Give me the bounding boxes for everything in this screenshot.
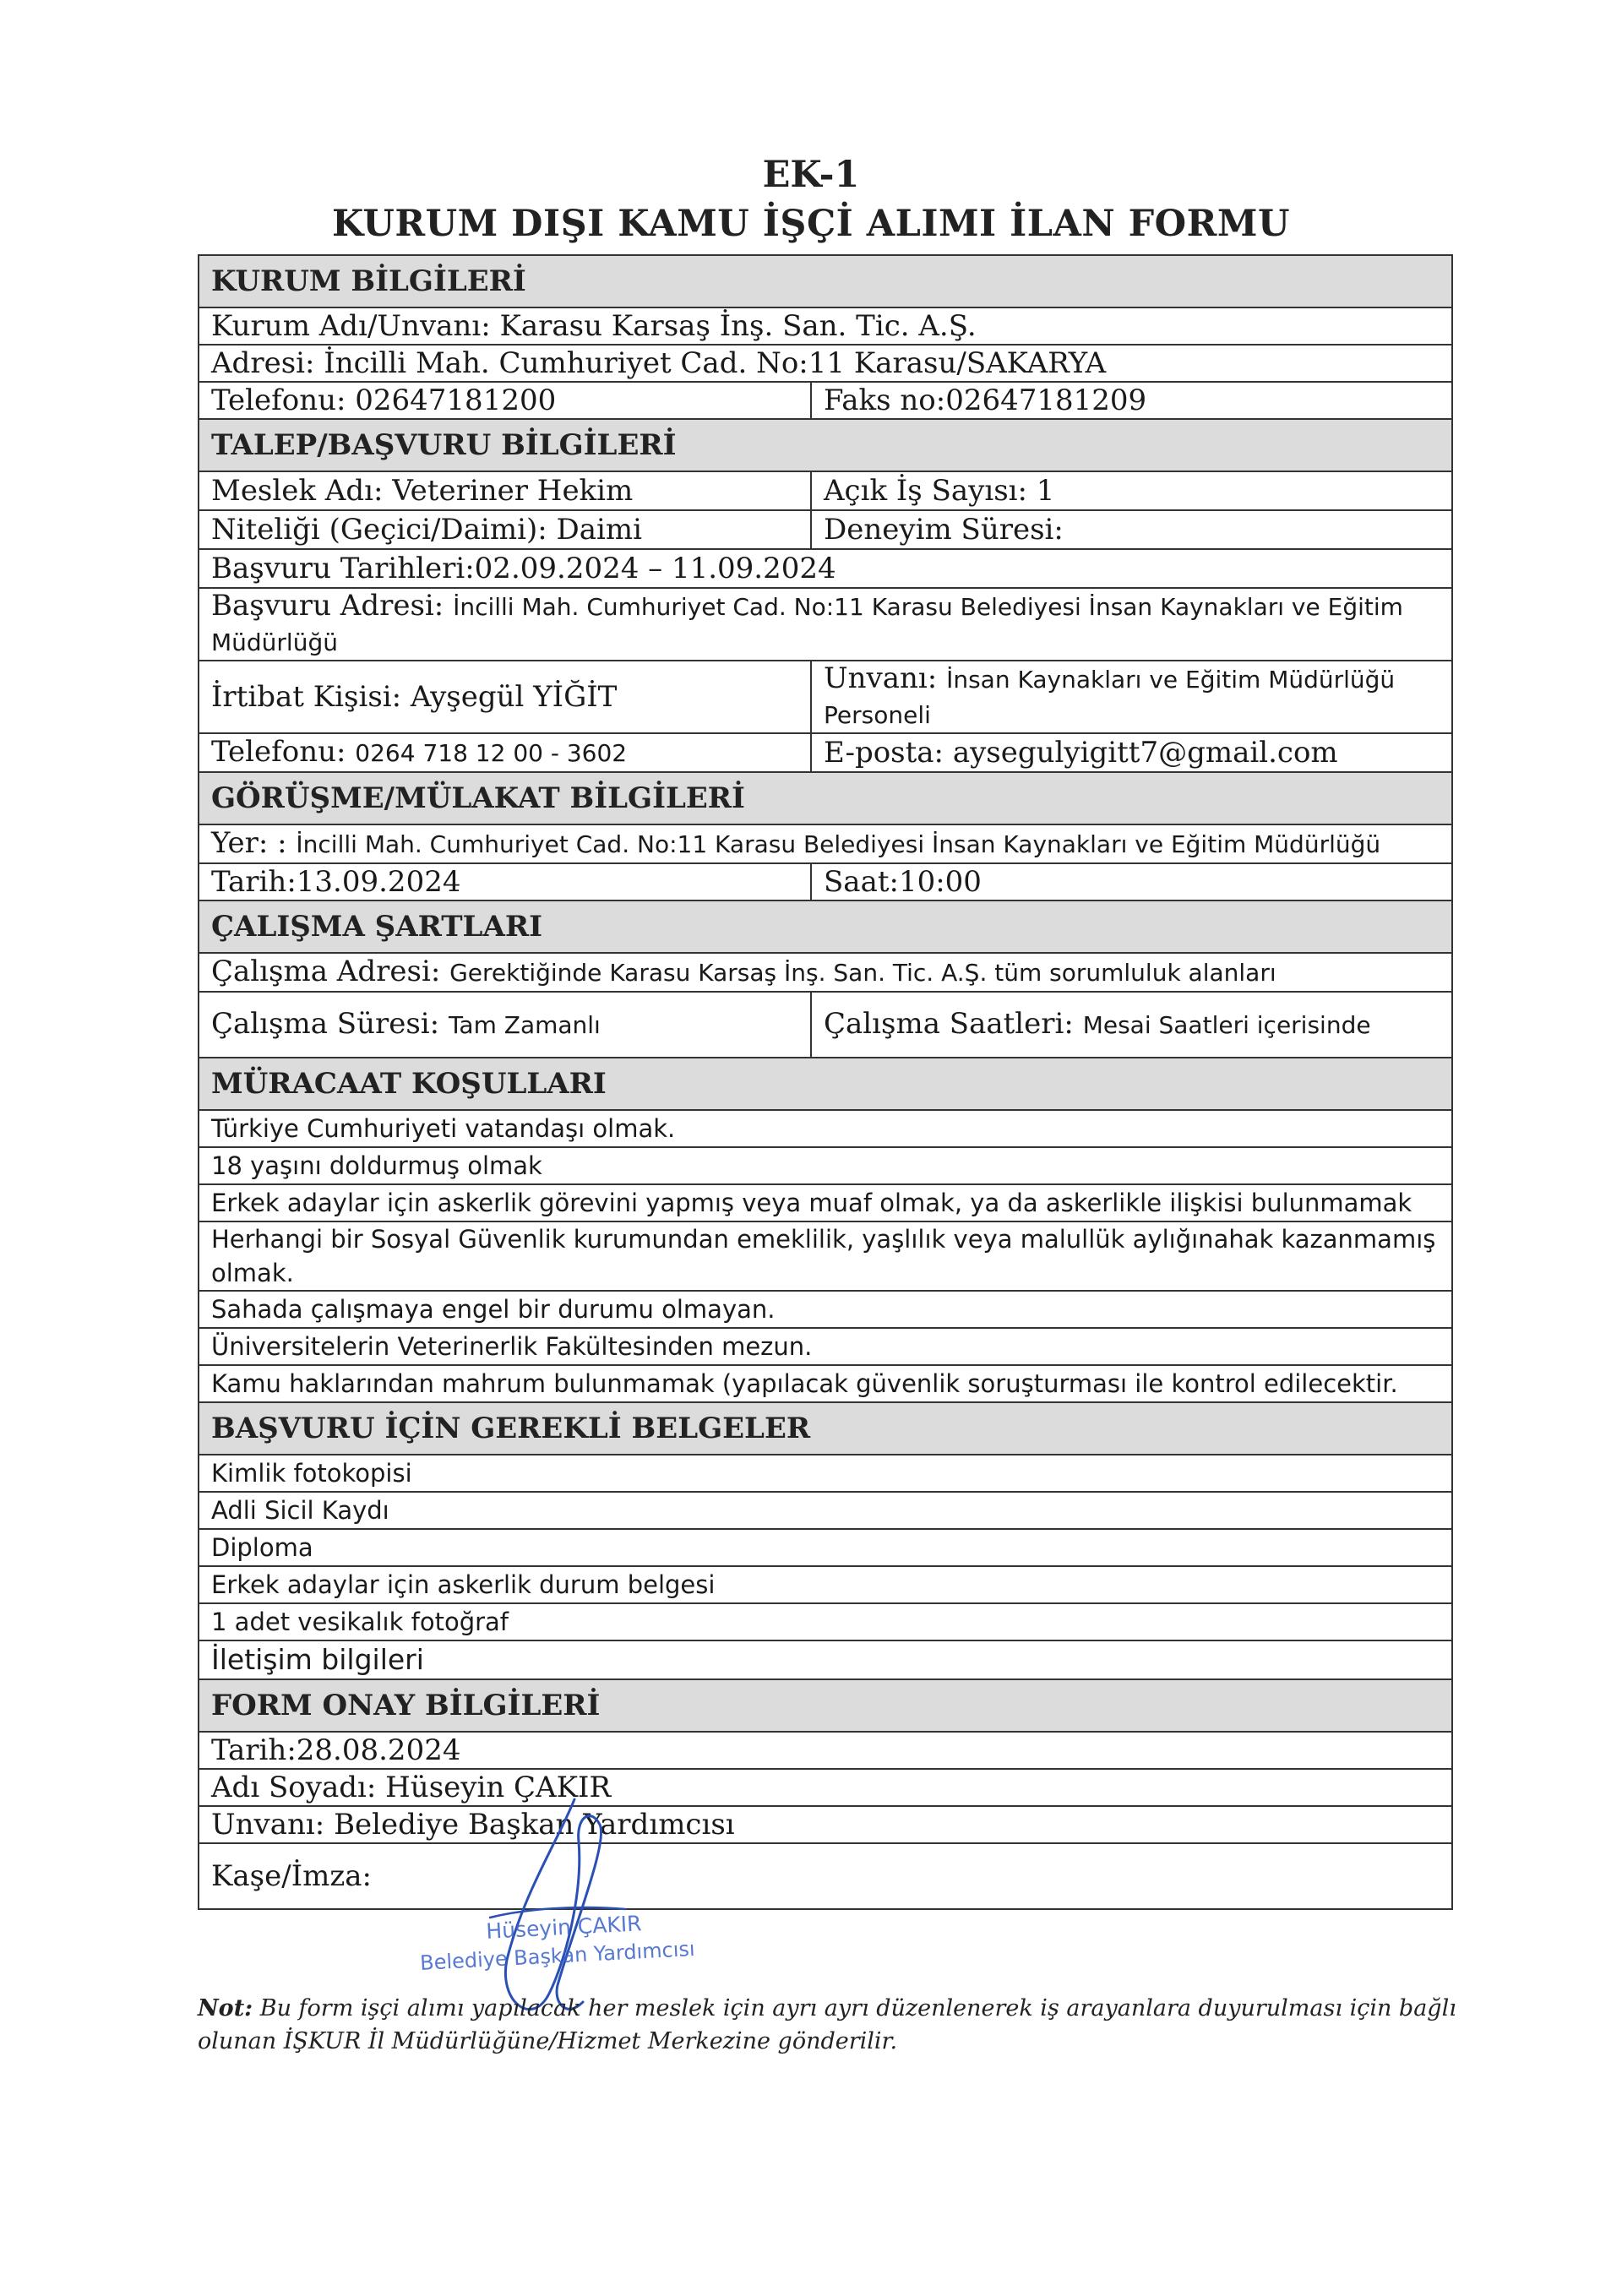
acik-is-sayisi: Açık İş Sayısı: 1: [811, 471, 1452, 510]
belge-item: Kimlik fotokopisi: [199, 1455, 1452, 1492]
basvuru-adresi-label: Başvuru Adresi:: [211, 589, 444, 623]
calisma-saatleri-value: Mesai Saatleri içerisinde: [1082, 1011, 1371, 1039]
stamp-title: Belediye Başkan Yardımcısı: [419, 1936, 696, 1975]
irtibat-telefon-value: 0264 718 12 00 - 3602: [355, 739, 628, 767]
calisma-suresi-value: Tam Zamanlı: [448, 1011, 601, 1039]
kurum-adres: Adresi: İncilli Mah. Cumhuriyet Cad. No:11 Karasu/SAKARYA: [199, 345, 1452, 382]
belge-item: İletişim bilgileri: [199, 1640, 1452, 1679]
note-label: Not:: [198, 1995, 253, 2021]
basvuru-adresi-value: İncilli Mah. Cumhuriyet Cad. No:11 Karasu Belediyesi İnsan Kaynakları ve Eğitim Müdürlüğü: [211, 593, 1403, 656]
document-code: EK-1: [762, 154, 860, 196]
irtibat-unvani: [811, 661, 1452, 733]
gorusme-yer-label: Yer: :: [211, 826, 287, 860]
application-form-table: [198, 254, 1453, 1910]
muracaat-item: Türkiye Cumhuriyeti vatandaşı olmak.: [199, 1110, 1452, 1147]
irtibat-unvani-label: Unvanı:: [824, 661, 938, 695]
irtibat-kisisi: İrtibat Kişisi: Ayşegül YİĞİT: [199, 661, 811, 733]
document-title: KURUM DIŞI KAMU İŞÇİ ALIMI İLAN FORMU: [332, 203, 1290, 245]
calisma-saatleri-label: Çalışma Saatleri:: [824, 1007, 1074, 1041]
irtibat-eposta: E-posta: aysegulyigitt7@gmail.com: [811, 733, 1452, 772]
muracaat-item: Üniversitelerin Veterinerlik Fakültesinden mezun.: [199, 1328, 1452, 1365]
belge-item: Erkek adaylar için askerlik durum belgesi: [199, 1566, 1452, 1603]
belge-item: 1 adet vesikalık fotoğraf: [199, 1603, 1452, 1640]
calisma-saatleri: [811, 992, 1452, 1058]
calisma-adresi-value: Gerektiğinde Karasu Karsaş İnş. San. Tic. A.Ş. tüm sorumluluk alanları: [449, 959, 1276, 987]
onay-unvan: Unvanı: Belediye Başkan Yardımcısı: [199, 1806, 1452, 1843]
kurum-telefon: Telefonu: 02647181200: [199, 382, 811, 419]
belge-item: Diploma: [199, 1529, 1452, 1566]
calisma-suresi: [199, 992, 811, 1058]
muracaat-item: Herhangi bir Sosyal Güvenlik kurumundan emeklilik, yaşlılık veya malullük aylığınahak kazanmamış olmak.: [199, 1221, 1452, 1291]
muracaat-item: Erkek adaylar için askerlik görevini yapmış veya muaf olmak, ya da askerlikle ilişkisi bulunmamak: [199, 1184, 1452, 1221]
onay-kase-imza: Kaşe/İmza:: [199, 1843, 1452, 1909]
muracaat-item: Kamu haklarından mahrum bulunmamak (yapılacak güvenlik soruşturması ile kontrol edilecektir.: [199, 1365, 1452, 1402]
belge-item: Adli Sicil Kaydı: [199, 1492, 1452, 1529]
calisma-adresi: [199, 953, 1452, 992]
basvuru-tarihleri: Başvuru Tarihleri:02.09.2024 – 11.09.2024: [199, 549, 1452, 588]
gorusme-yer: [199, 824, 1452, 863]
niteligi: Niteliği (Geçici/Daimi): Daimi: [199, 510, 811, 549]
section-muracaat-heading: MÜRACAAT KOŞULLARI: [199, 1058, 1452, 1110]
irtibat-unvani-value: İnsan Kaynakları ve Eğitim Müdürlüğü Personeli: [824, 666, 1396, 729]
irtibat-telefon: [199, 733, 811, 772]
gorusme-saat: Saat:10:00: [811, 863, 1452, 900]
section-onay-heading: FORM ONAY BİLGİLERİ: [199, 1679, 1452, 1732]
muracaat-item: Sahada çalışmaya engel bir durumu olmayan.: [199, 1291, 1452, 1328]
calisma-adresi-label: Çalışma Adresi:: [211, 955, 441, 988]
irtibat-telefon-label: Telefonu:: [211, 735, 346, 769]
calisma-suresi-label: Çalışma Süresi:: [211, 1007, 440, 1041]
note-text: Bu form işçi alımı yapılacak her meslek için ayrı ayrı düzenlenerek iş arayanlara duyurulması için bağlı olunan İŞKUR İl Müdürlüğüne/Hizmet Merkezine gönderilir.: [198, 1995, 1456, 2054]
section-belgeler-heading: BAŞVURU İÇİN GEREKLİ BELGELER: [199, 1402, 1452, 1455]
muracaat-item: 18 yaşını doldurmuş olmak: [199, 1147, 1452, 1184]
section-gorusme-heading: GÖRÜŞME/MÜLAKAT BİLGİLERİ: [199, 772, 1452, 824]
kurum-faks: Faks no:02647181209: [811, 382, 1452, 419]
kurum-adi: Kurum Adı/Unvanı: Karasu Karsaş İnş. San. Tic. A.Ş.: [199, 307, 1452, 345]
basvuru-adresi: [199, 588, 1452, 661]
section-talep-heading: TALEP/BAŞVURU BİLGİLERİ: [199, 419, 1452, 471]
deneyim-suresi: Deneyim Süresi:: [811, 510, 1452, 549]
onay-tarih: Tarih:28.08.2024: [199, 1732, 1452, 1769]
section-kurum-heading: KURUM BİLGİLERİ: [199, 255, 1452, 307]
section-calisma-heading: ÇALIŞMA ŞARTLARI: [199, 900, 1452, 953]
gorusme-tarih: Tarih:13.09.2024: [199, 863, 811, 900]
meslek-adi: Meslek Adı: Veteriner Hekim: [199, 471, 811, 510]
onay-adi-soyadi: Adı Soyadı: Hüseyin ÇAKIR: [199, 1769, 1452, 1806]
footer-note: [198, 1992, 1465, 2058]
gorusme-yer-value: İncilli Mah. Cumhuriyet Cad. No:11 Karasu Belediyesi İnsan Kaynakları ve Eğitim Müdürlüğü: [296, 830, 1381, 858]
stamp-name: Hüseyin ÇAKIR: [485, 1911, 643, 1944]
